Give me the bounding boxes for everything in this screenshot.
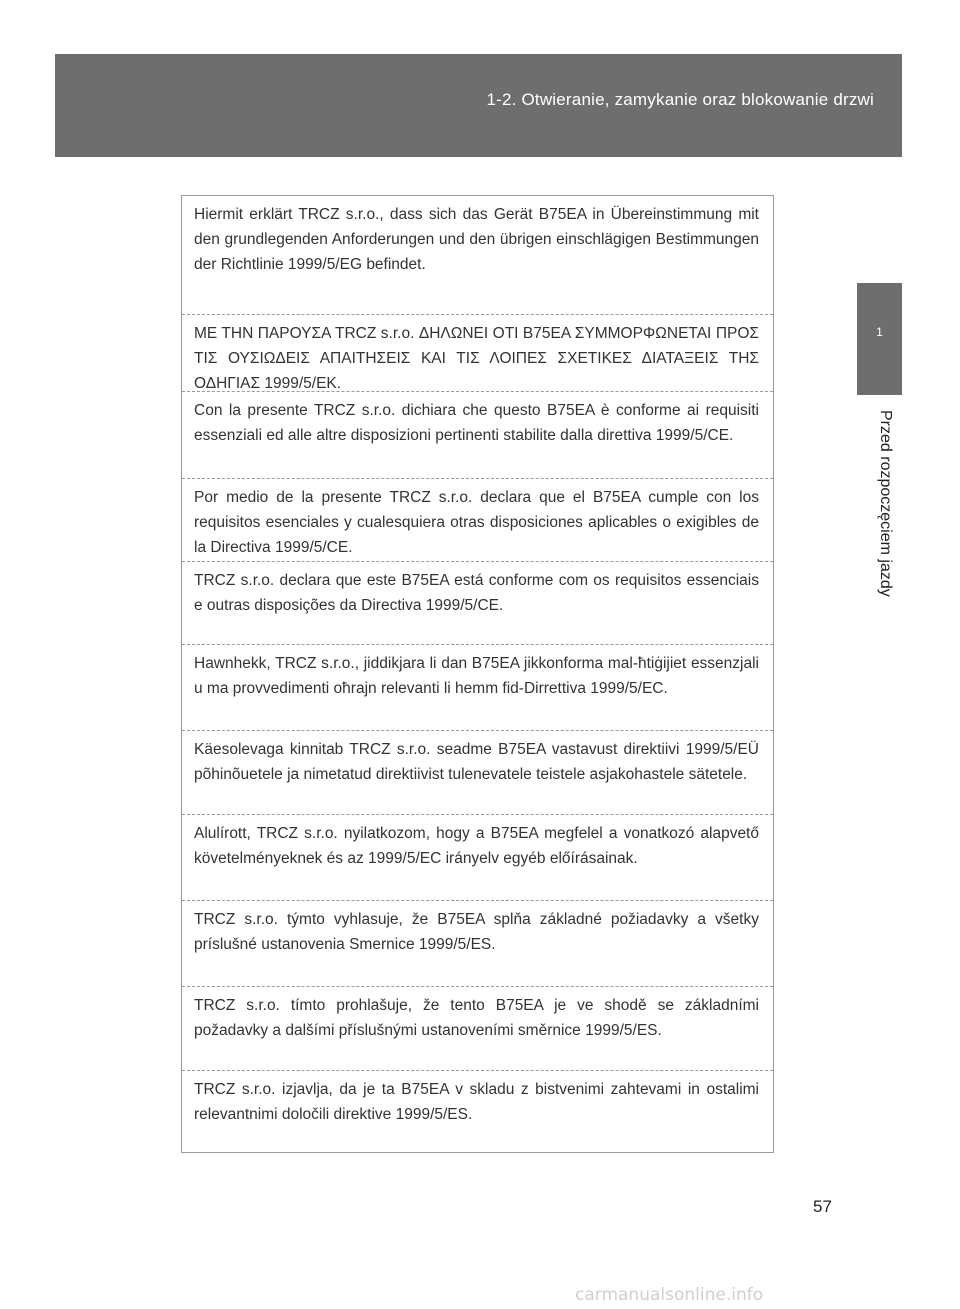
chapter-tab: [857, 283, 902, 395]
declaration-cs: TRCZ s.r.o. tímto prohlašuje, že tento B75EA je ve shodě se základními požadavky a dalšími příslušnými ustanoveními směrnice 1999/5/ES.: [182, 986, 773, 1070]
declaration-pt: TRCZ s.r.o. declara que este B75EA está conforme com os requisitos essenciais e outras disposições da Directiva 1999/5/CE.: [182, 561, 773, 644]
declaration-es: Por medio de la presente TRCZ s.r.o. declara que el B75EA cumple con los requisitos esenciales y cualesquiera otras disposiciones aplicables o exigibles de la Directiva 1999/5/CE.: [182, 478, 773, 561]
section-title: 1-2. Otwieranie, zamykanie oraz blokowanie drzwi: [486, 90, 874, 109]
declaration-it: Con la presente TRCZ s.r.o. dichiara che questo B75EA è conforme ai requisiti essenziali ed alle altre disposizioni pertinenti stabilite dalla direttiva 1999/5/CE.: [182, 391, 773, 478]
declaration-et: Käesolevaga kinnitab TRCZ s.r.o. seadme B75EA vastavust direktiivi 1999/5/EÜ põhinõuetele ja nimetatud direktiivist tulenevatele teistele asjakohastele sätetele.: [182, 730, 773, 814]
chapter-number: 1: [876, 325, 883, 339]
declaration-de: Hiermit erklärt TRCZ s.r.o., dass sich das Gerät B75EA in Übereinstimmung mit den grundlegenden Anforderungen und den übrigen einschlägigen Bestimmungen der Richtlinie 1999/5/EG befindet.: [194, 206, 759, 273]
declarations-table: [181, 195, 774, 1153]
declaration-hu: Alulírott, TRCZ s.r.o. nyilatkozom, hogy a B75EA megfelel a vonatkozó alapvető követelményeknek és az 1999/5/EC irányelv egyéb előírásainak.: [182, 814, 773, 900]
chapter-title: Przed rozpoczęciem jazdy: [877, 410, 894, 597]
declaration-sl: TRCZ s.r.o. izjavlja, da je ta B75EA v skladu z bistvenimi zahtevami in ostalimi relevantnimi določili direktive 1999/5/ES.: [182, 1070, 773, 1154]
watermark: carmanualsonline.info: [575, 1285, 764, 1305]
page-number: 57: [813, 1197, 832, 1216]
section-header: [55, 54, 902, 157]
declaration-el: ΜΕ ΤΗΝ ΠΑΡΟΥΣΑ TRCZ s.r.o. ΔΗΛΩΝΕΙ ΟΤΙ B75EA ΣΥΜΜΟΡΦΩΝΕΤΑΙ ΠΡΟΣ ΤΙΣ ΟΥΣΙΩΔΕΙΣ ΑΠΑΙΤΗΣΕΙΣ ΚΑΙ ΤΙΣ ΛΟΙΠΕΣ ΣΧΕΤΙΚΕΣ ΔΙΑΤΑΞΕΙΣ ΤΗΣ ΟΔΗΓΙΑΣ 1999/5/ΕΚ.: [182, 314, 773, 391]
declaration-sk: TRCZ s.r.o. týmto vyhlasuje, že B75EA splňa základné požiadavky a všetky príslušné ustanovenia Smernice 1999/5/ES.: [182, 900, 773, 986]
declaration-mt: Hawnhekk, TRCZ s.r.o., jiddikjara li dan B75EA jikkonforma mal-ħtiġijiet essenzjali u ma provvedimenti oħrajn relevanti li hemm fid-Dirrettiva 1999/5/EC.: [182, 644, 773, 730]
